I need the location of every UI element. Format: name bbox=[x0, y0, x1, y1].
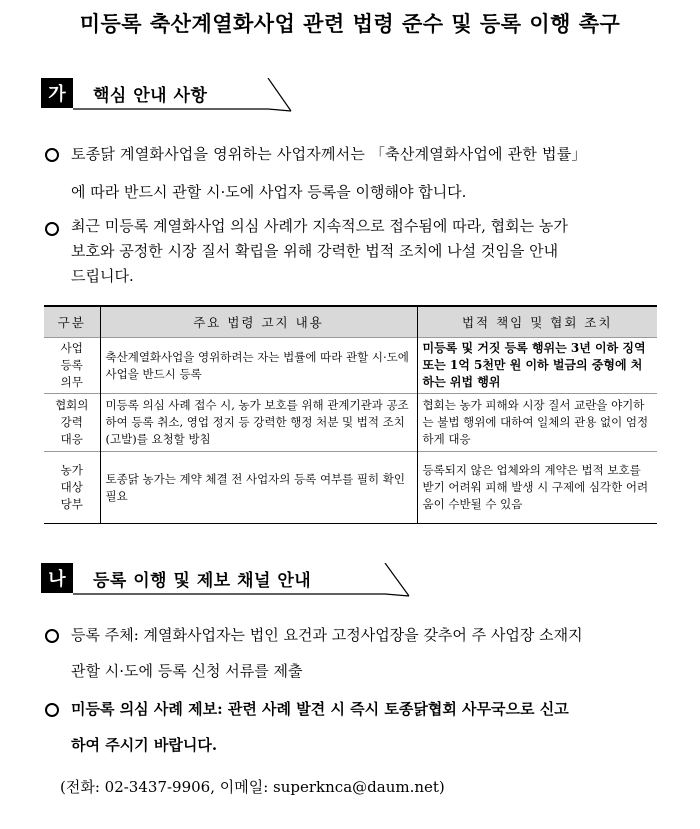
row-content: 토종닭 농가는 계약 체결 전 사업자의 등록 여부를 필히 확인 필요 bbox=[100, 452, 417, 524]
table-row bbox=[44, 394, 657, 452]
row-content: 미등록 의심 사례 접수 시, 농가 보호를 위해 관계기관과 공조하여 등록 취소, 영업 정지 등 강력한 행정 처분 및 법적 조치(고발)를 요청할 방침 bbox=[100, 394, 417, 452]
table-header-category: 구분 bbox=[44, 306, 100, 338]
bullet-2-line-3: 드립니다. bbox=[71, 267, 134, 285]
contact-info: (전화: 02-3437-9906, 이메일: superknca@daum.net) bbox=[60, 778, 445, 796]
bullet-1-line-1: 토종닭 계열화사업을 영위하는 사업자께서는 「축산계열화사업에 관한 법률」 bbox=[71, 145, 587, 163]
section-heading-2: 등록 이행 및 제보 채널 안내 bbox=[93, 571, 312, 591]
row-category bbox=[44, 394, 100, 452]
row-category-line: 대상 bbox=[60, 480, 83, 494]
row-category-line: 농가 bbox=[60, 463, 83, 477]
row-category-line: 대응 bbox=[60, 432, 83, 446]
section-badge-ga: 가 bbox=[41, 78, 73, 108]
row-category bbox=[44, 452, 100, 524]
bullet-4-line-1: 미등록 의심 사례 제보: 관련 사례 발견 시 즉시 토종닭협회 사무국으로 신고 bbox=[71, 700, 569, 718]
section-header-2 bbox=[41, 563, 381, 597]
row-action: 등록되지 않은 업체와의 계약은 법적 보호를 받기 어려워 피해 발생 시 구제에 심각한 어려움이 수반될 수 있음 bbox=[417, 452, 657, 524]
bullet-1-line-2: 에 따라 반드시 관할 시·도에 사업자 등록을 이행해야 합니다. bbox=[71, 183, 467, 201]
row-category-line: 사업 bbox=[60, 341, 83, 355]
row-content: 축산계열화사업을 영위하려는 자는 법률에 따라 관할 시·도에 사업을 반드시 등록 bbox=[100, 338, 417, 394]
row-action: 미등록 및 거짓 등록 행위는 3년 이하 징역 또는 1억 5천만 원 이하 벌금의 중형에 처하는 위법 행위 bbox=[417, 338, 657, 394]
bullet-3-line-1: 등록 주체: 계열화사업자는 법인 요건과 고정사업장을 갖추어 주 사업장 소재지 bbox=[71, 626, 583, 644]
row-action: 협회는 농가 피해와 시장 질서 교란을 야기하는 불법 행위에 대하여 일체의 관용 없이 엄정하게 대응 bbox=[417, 394, 657, 452]
row-category-line: 당부 bbox=[60, 497, 83, 511]
row-category-line: 협회의 bbox=[55, 398, 89, 412]
notice-table bbox=[44, 305, 657, 524]
circle-bullet-icon bbox=[45, 222, 59, 236]
row-category-line: 의무 bbox=[60, 375, 83, 389]
section-header-1 bbox=[41, 78, 256, 112]
row-category-line: 강력 bbox=[60, 415, 83, 429]
circle-bullet-icon bbox=[45, 148, 59, 162]
table-row bbox=[44, 338, 657, 394]
bullet-2-line-1: 최근 미등록 계열화사업 의심 사례가 지속적으로 접수됨에 따라, 협회는 농가 bbox=[71, 217, 568, 235]
bullet-3-line-2: 관할 시·도에 등록 신청 서류를 제출 bbox=[71, 662, 303, 680]
row-category bbox=[44, 338, 100, 394]
circle-bullet-icon bbox=[45, 703, 59, 717]
table-header-content: 주요 법령 고지 내용 bbox=[100, 306, 417, 338]
section-badge-na: 나 bbox=[41, 563, 73, 593]
circle-bullet-icon bbox=[45, 629, 59, 643]
page-title: 미등록 축산계열화사업 관련 법령 준수 및 등록 이행 촉구 bbox=[79, 12, 621, 36]
bullet-4-line-2: 하여 주시기 바랍니다. bbox=[71, 736, 218, 754]
bullet-2-line-2: 보호와 공정한 시장 질서 확립을 위해 강력한 법적 조치에 나설 것임을 안내 bbox=[71, 242, 559, 260]
table-header-action: 법적 책임 및 협회 조치 bbox=[417, 306, 657, 338]
table-row bbox=[44, 452, 657, 524]
section-heading-1: 핵심 안내 사항 bbox=[93, 86, 208, 106]
row-category-line: 등록 bbox=[60, 358, 83, 372]
